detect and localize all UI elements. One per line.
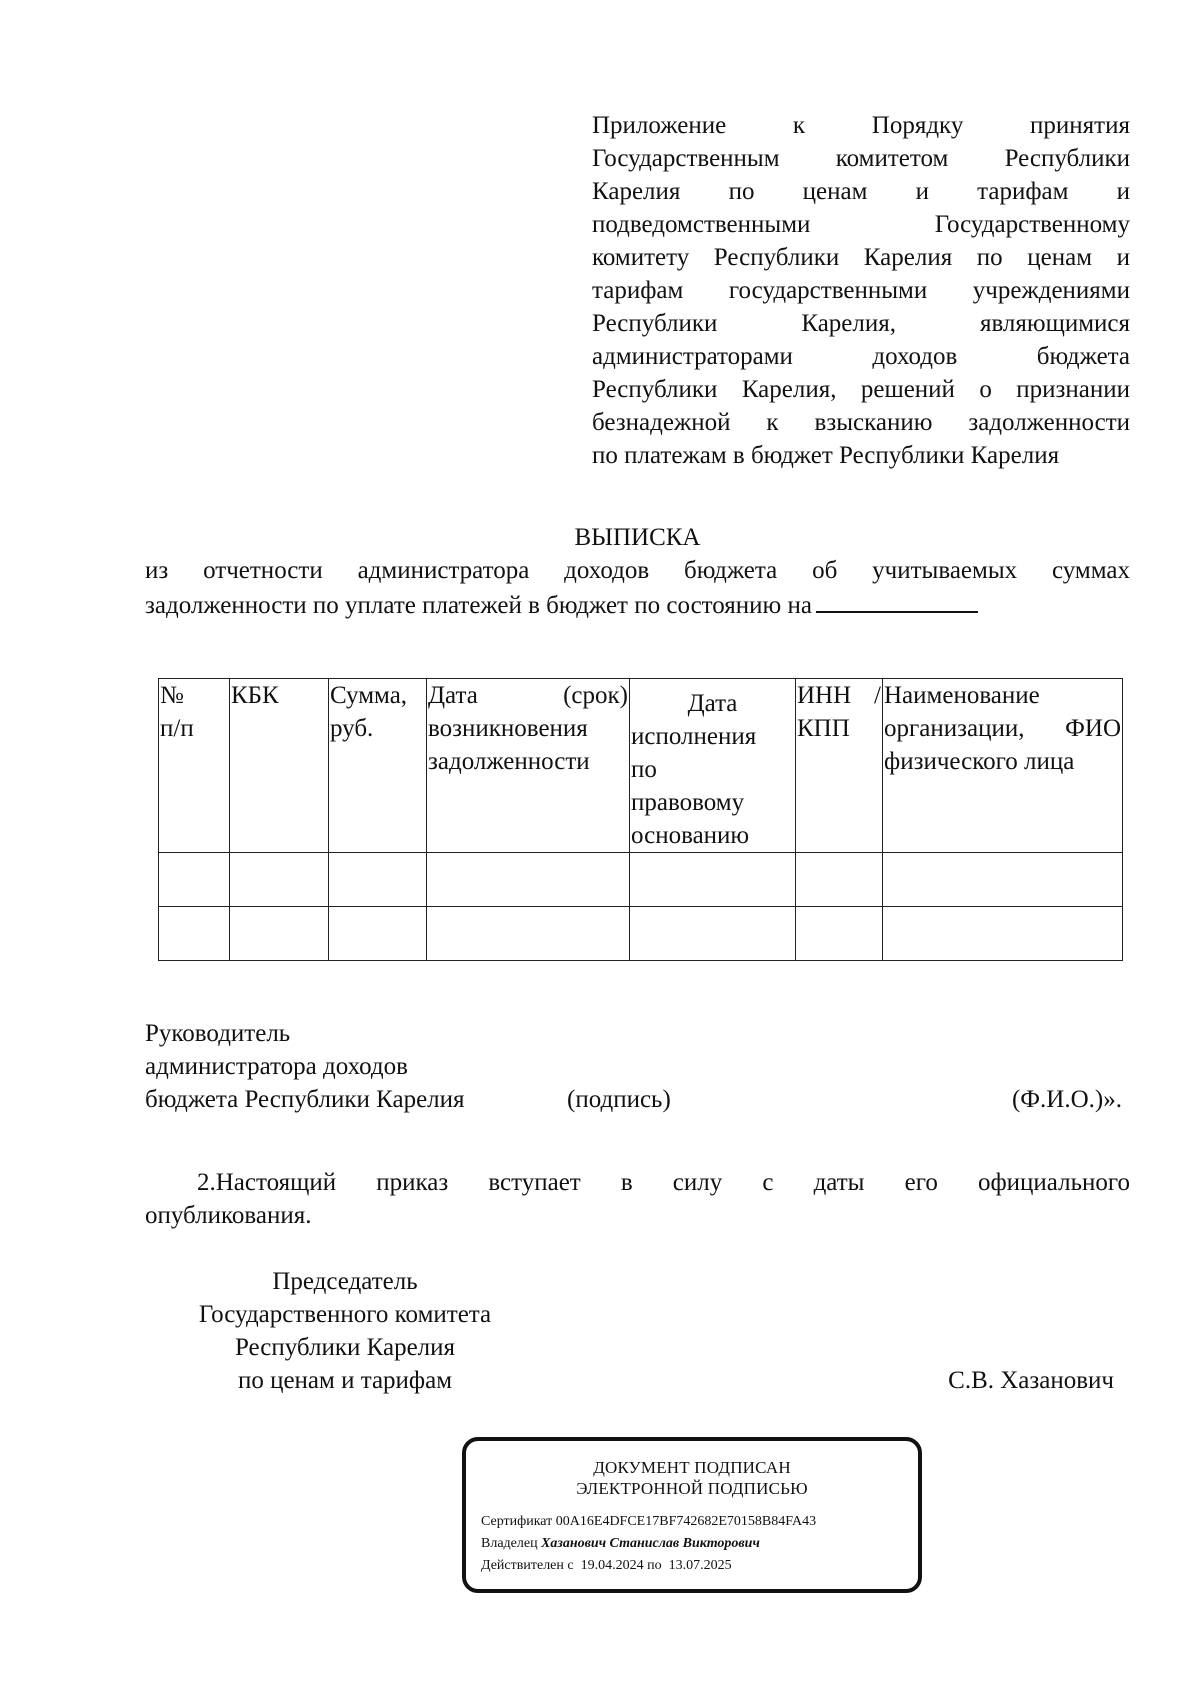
signature-title-line: администратора доходов <box>145 1053 408 1080</box>
col-kbk <box>230 679 329 853</box>
col-org-name-word: организации, <box>884 715 1025 742</box>
appendix-line: администраторами доходов бюджета <box>592 343 1130 370</box>
order-line: 2.Настоящий приказ вступает в силу с даты его официального <box>197 1169 1130 1196</box>
signature-line <box>145 1017 1130 1050</box>
chairman-name: С.В. Хазанович <box>948 1367 1114 1394</box>
table-cell <box>230 907 329 961</box>
table-row <box>159 907 1123 961</box>
table-cell <box>329 907 427 961</box>
stamp-validity <box>481 1555 918 1577</box>
head-signature-block <box>145 1017 1130 1116</box>
stamp-valid-to: 13.07.2025 <box>668 1558 732 1573</box>
signature-title-line: бюджета Республики Карелия <box>145 1086 465 1113</box>
col-debt-date-word: Дата <box>428 682 478 709</box>
col-inn-kpp <box>796 679 883 853</box>
order-line: опубликования. <box>145 1202 312 1229</box>
col-debt-date <box>427 679 630 853</box>
signature-line <box>145 1050 1130 1083</box>
col-org-name-line <box>884 712 1121 745</box>
stamp-heading <box>466 1457 918 1499</box>
col-execution-date-line: исполнения <box>631 723 757 750</box>
col-debt-date-word: (срок) <box>563 682 628 709</box>
appendix-line: подведомственными Государственному <box>592 211 1130 238</box>
date-blank-field <box>816 587 978 613</box>
appendix-line: безнадежной к взысканию задолженности <box>592 409 1130 436</box>
stamp-certificate <box>481 1511 918 1533</box>
chairman-line: Республики Карелия <box>234 1334 456 1361</box>
stamp-heading-line: ДОКУМЕНТ ПОДПИСАН <box>593 1458 791 1477</box>
col-number <box>159 679 230 853</box>
col-execution-date-line: правовому <box>631 789 745 816</box>
col-org-name-line: Наименование <box>884 682 1040 709</box>
signature-placeholder: (подпись) <box>567 1086 671 1113</box>
stamp-valid-to-label: по <box>647 1558 662 1573</box>
appendix-line: комитету Республики Карелия по ценам и <box>592 244 1130 271</box>
table-cell <box>159 853 230 907</box>
table-cell <box>329 853 427 907</box>
table-cell <box>427 907 630 961</box>
appendix-line: Государственным комитетом Республики <box>592 145 1130 172</box>
col-execution-date-line: Дата <box>687 690 738 717</box>
table-header-row <box>159 679 1123 853</box>
subtitle-line <box>145 587 1130 622</box>
chairman-line: Председатель <box>272 1268 418 1295</box>
col-amount <box>329 679 427 853</box>
col-org-name <box>883 679 1123 853</box>
table-cell <box>796 853 883 907</box>
stamp-valid-label: Действителен с <box>481 1558 574 1573</box>
document-title: ВЫПИСКА <box>574 524 701 551</box>
col-inn-kpp-line <box>797 679 881 712</box>
appendix-line: Республики Карелия, решений о признании <box>592 376 1130 403</box>
stamp-owner-label: Владелец <box>481 1536 538 1551</box>
col-debt-date-line <box>428 679 628 712</box>
stamp-certificate-label: Сертификат <box>481 1514 553 1529</box>
table-cell <box>796 907 883 961</box>
debt-table <box>158 678 1123 961</box>
stamp-certificate-value: 00A16E4DFCE17BF742682E70158B84FA43 <box>555 1514 817 1529</box>
table-cell <box>427 853 630 907</box>
col-execution-date-line: основанию <box>631 822 750 849</box>
appendix-line: тарифам государственными учреждениями <box>592 277 1130 304</box>
col-number-line: № <box>160 682 184 709</box>
signature-line <box>145 1083 1130 1116</box>
table-cell <box>230 853 329 907</box>
stamp-heading-line: ЭЛЕКТРОННОЙ ПОДПИСЬЮ <box>576 1479 808 1498</box>
document-subtitle <box>145 554 1130 622</box>
table-cell <box>883 907 1123 961</box>
signature-title-line: Руководитель <box>145 1020 291 1047</box>
appendix-line: Карелия по ценам и тарифам и <box>592 178 1130 205</box>
appendix-line: по платежам в бюджет Республики Карелия <box>592 442 1060 469</box>
appendix-line: Приложение к Порядку принятия <box>592 112 1130 139</box>
table-cell <box>630 907 796 961</box>
col-org-name-line: физического лица <box>884 748 1075 775</box>
col-kbk-label: КБК <box>231 682 279 709</box>
col-debt-date-line: возникновения <box>428 715 588 742</box>
subtitle-text: задолженности по уплате платежей в бюджет по состоянию на <box>145 592 812 619</box>
stamp-valid-from: 19.04.2024 <box>580 1558 644 1573</box>
appendix-note <box>592 109 1130 472</box>
subtitle-line: из отчетности администратора доходов бюджета об учитываемых суммах <box>145 557 1130 584</box>
chairman-line: по ценам и тарифам <box>237 1367 453 1394</box>
chairman-title <box>145 1265 545 1397</box>
appendix-line: Республики Карелия, являющимися <box>592 310 1130 337</box>
stamp-owner-value: Хазанович Станислав Викторович <box>541 1536 760 1551</box>
table-cell <box>630 853 796 907</box>
stamp-owner <box>481 1533 918 1555</box>
col-org-name-word: ФИО <box>1065 715 1121 742</box>
electronic-signature-stamp <box>462 1437 922 1593</box>
col-inn-word: ИНН <box>797 682 852 709</box>
col-execution-date <box>630 679 796 853</box>
col-number-line: п/п <box>160 715 194 742</box>
table-cell <box>159 907 230 961</box>
chairman-line: Государственного комитета <box>198 1301 492 1328</box>
col-debt-date-line: задолженности <box>428 748 590 775</box>
stamp-info <box>481 1511 918 1577</box>
col-inn-kpp-line: КПП <box>797 715 850 742</box>
col-amount-line: Сумма, <box>330 682 408 709</box>
table-row <box>159 853 1123 907</box>
col-amount-line: руб. <box>330 715 374 742</box>
col-inn-slash: / <box>874 682 881 709</box>
order-paragraph <box>145 1166 1130 1232</box>
col-execution-date-line: по <box>631 756 657 783</box>
table-cell <box>883 853 1123 907</box>
name-placeholder: (Ф.И.О.)». <box>1011 1086 1122 1113</box>
